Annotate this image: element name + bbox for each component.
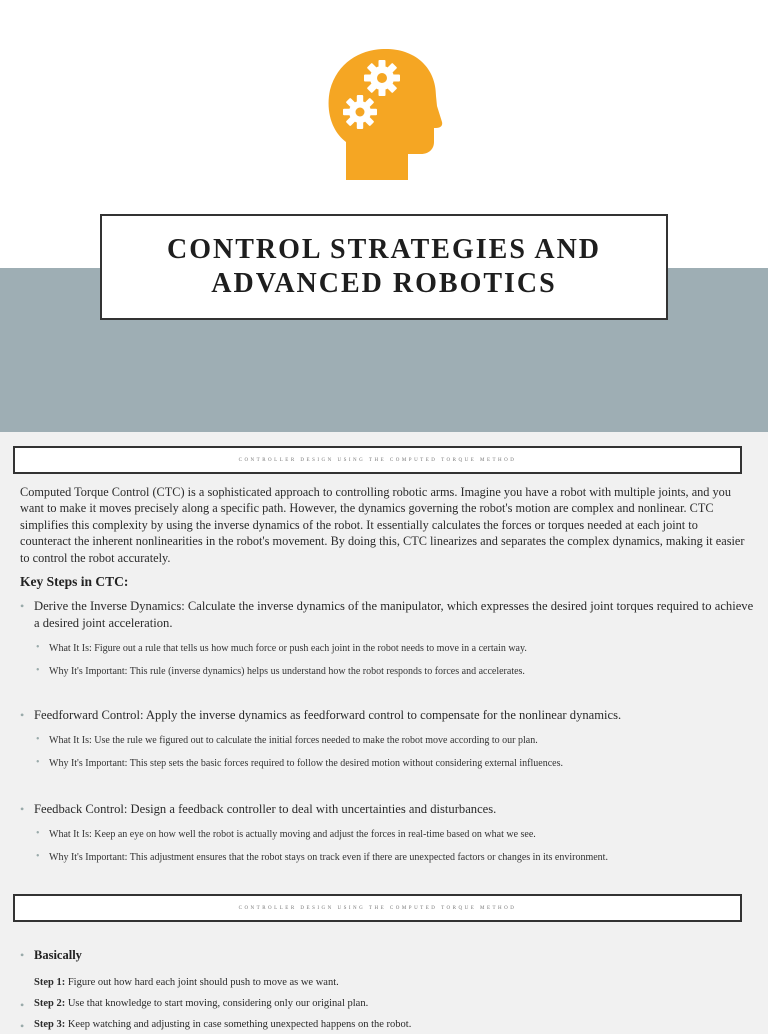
section-header — [13, 446, 742, 474]
bullet-icon: • — [20, 948, 25, 962]
head-gears-icon — [324, 46, 442, 182]
summary-step — [20, 1019, 412, 1033]
bullet-icon: • — [36, 757, 40, 768]
bullet-icon: • — [20, 708, 25, 722]
bullet-icon: • — [36, 642, 40, 653]
summary-step — [20, 998, 369, 1012]
step-why: Why It's Important: This adjustment ensures that the robot stays on track even if there are unexpected factors or changes in its environment. — [49, 852, 608, 863]
bullet-icon: • — [36, 734, 40, 745]
step-what: What It Is: Use the rule we figured out to calculate the initial forces needed to make the robot move according to our plan. — [49, 735, 538, 746]
title-box — [100, 214, 668, 320]
summary-step-text: Figure out how hard each joint should push to move as we want. — [65, 977, 339, 988]
bullet-icon: • — [36, 828, 40, 839]
bullet-icon: • — [20, 802, 25, 816]
bullet-icon: • — [20, 1019, 25, 1033]
summary-heading — [20, 948, 760, 963]
step-text: Feedforward Control: Apply the inverse dynamics as feedforward control to compensate for the nonlinear dynamics. — [34, 708, 622, 722]
step-what: What It Is: Keep an eye on how well the robot is actually moving and adjust the forces in real-time based on what we see. — [49, 829, 536, 840]
section-label: CONTROLLER DESIGN USING THE COMPUTED TORQUE METHOD — [238, 457, 517, 463]
summary-heading-text: Basically — [34, 948, 82, 962]
summary-step-label: Step 1: — [34, 977, 66, 988]
bullet-icon: • — [20, 998, 25, 1012]
step-what: What It Is: Figure out a rule that tells us how much force or push each joint in the robot needs to move in a certain way. — [49, 643, 527, 654]
step-why: Why It's Important: This rule (inverse dynamics) helps us understand how the robot responds to forces and accelerates. — [49, 666, 525, 677]
summary-step — [34, 977, 339, 988]
bullet-icon: • — [36, 665, 40, 676]
step-item — [20, 598, 760, 678]
summary-step-text: Keep watching and adjusting in case something unexpected happens on the robot. — [65, 1019, 412, 1030]
bullet-icon: • — [36, 851, 40, 862]
summary-step-label: Step 2: — [34, 998, 66, 1009]
section-header — [13, 894, 742, 922]
key-steps-heading: Key Steps in CTC: — [20, 574, 129, 589]
step-why: Why It's Important: This step sets the basic forces required to follow the desired motion without considering external influences. — [49, 758, 563, 769]
bullet-icon: • — [20, 599, 25, 613]
summary-step-text: Use that knowledge to start moving, considering only our original plan. — [65, 998, 369, 1009]
step-text: Derive the Inverse Dynamics: Calculate the inverse dynamics of the manipulator, which expresses the desired joint torques required to achieve a desired joint acceleration. — [34, 599, 754, 630]
page-title: CONTROL STRATEGIES AND ADVANCED ROBOTICS — [166, 234, 602, 299]
step-item — [20, 801, 760, 864]
section-label: CONTROLLER DESIGN USING THE COMPUTED TORQUE METHOD — [238, 905, 517, 911]
summary-step-label: Step 3: — [34, 1019, 66, 1030]
step-text: Feedback Control: Design a feedback controller to deal with uncertainties and disturbances. — [34, 802, 497, 816]
intro-paragraph: Computed Torque Control (CTC) is a sophisticated approach to controlling robotic arms. Imagine you have a robot with multiple joints, and you want to make it moves precisely along a specific path. However, the dynamics governing the robot's motion are complex and nonlinear. CTC simplifies this complexity by using the inverse dynamics of the robot. It essentially calculates the forces or torques needed at each joint to counteract the inherent nonlinearities in the robot's movement. By doing this, CTC linearizes and separates the complex dynamics, making it easier to control the robot accurately. — [20, 485, 745, 565]
step-item — [20, 707, 760, 770]
